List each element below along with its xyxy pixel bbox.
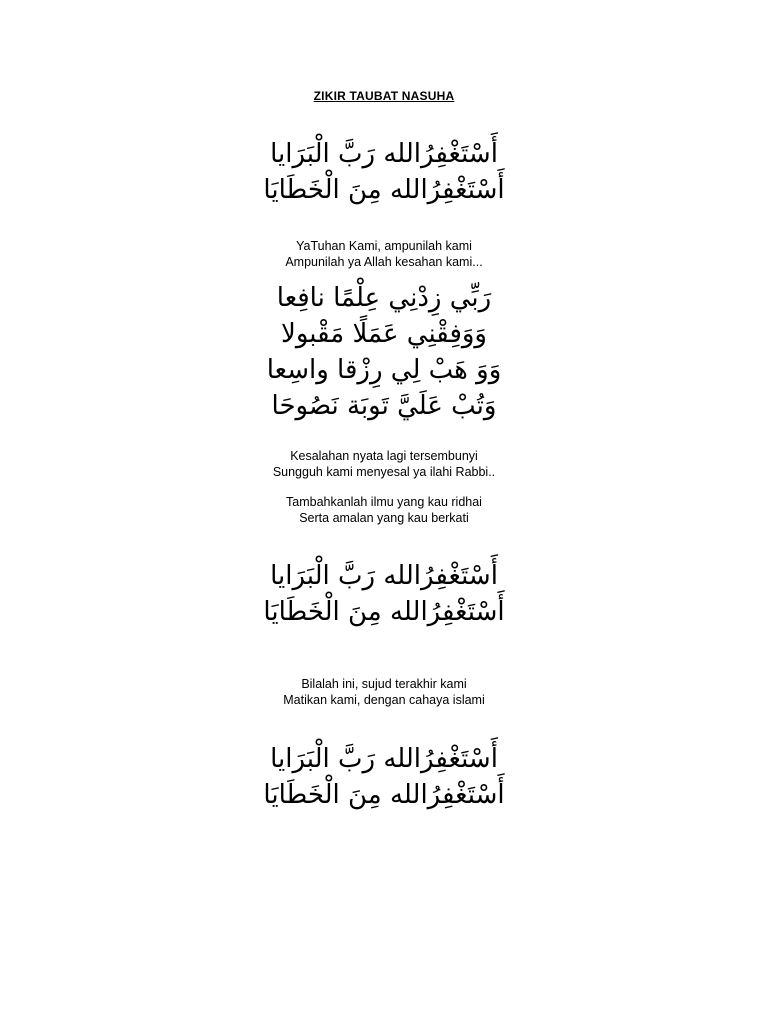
translation-stanza-3 <box>0 494 768 526</box>
arabic-verse-istighfar-2 <box>0 558 768 630</box>
arabic-line: أَسْتَغْفِرُالله مِنَ الْخَطَايَا <box>263 780 505 810</box>
arabic-line: وَتُبْ عَلَيَّ تَوبَة نَصُوحَا <box>271 391 497 421</box>
arabic-line: أَسْتَغْفِرُالله رَبَّ الْبَرَايا <box>270 561 498 591</box>
translation-stanza-2 <box>0 448 768 480</box>
translation-stanza-4 <box>0 676 768 708</box>
translation-line: Sungguh kami menyesal ya ilahi Rabbi.. <box>272 465 496 479</box>
arabic-verse-doa <box>0 280 768 424</box>
arabic-line: أَسْتَغْفِرُالله رَبَّ الْبَرَايا <box>270 744 498 774</box>
translation-line: Kesalahan nyata lagi tersembunyi <box>290 449 478 463</box>
arabic-line: أَسْتَغْفِرُالله مِنَ الْخَطَايَا <box>263 597 505 627</box>
translation-stanza-1 <box>0 238 768 270</box>
arabic-line: أَسْتَغْفِرُالله مِنَ الْخَطَايَا <box>263 175 505 205</box>
arabic-line: وَوَ هَبْ لِي رِزْقا واسِعا <box>266 355 502 385</box>
arabic-verse-istighfar-3 <box>0 741 768 813</box>
arabic-line: أَسْتَغْفِرُالله رَبَّ الْبَرَايا <box>270 139 498 169</box>
translation-line: Serta amalan yang kau berkati <box>299 511 469 525</box>
translation-line: Bilalah ini, sujud terakhir kami <box>301 677 467 691</box>
translation-line: Matikan kami, dengan cahaya islami <box>283 693 485 707</box>
translation-line: Ampunilah ya Allah kesahan kami... <box>285 255 483 269</box>
translation-line: YaTuhan Kami, ampunilah kami <box>296 239 472 253</box>
arabic-verse-istighfar-1 <box>0 136 768 208</box>
arabic-line: وَوَفِقْنِي عَمَلًا مَقْبولا <box>281 319 487 349</box>
arabic-line: رَبِّي زِدْنِي عِلْمًا نافِعا <box>276 283 492 313</box>
page-title: ZIKIR TAUBAT NASUHA <box>313 89 455 103</box>
translation-line: Tambahkanlah ilmu yang kau ridhai <box>286 495 482 509</box>
